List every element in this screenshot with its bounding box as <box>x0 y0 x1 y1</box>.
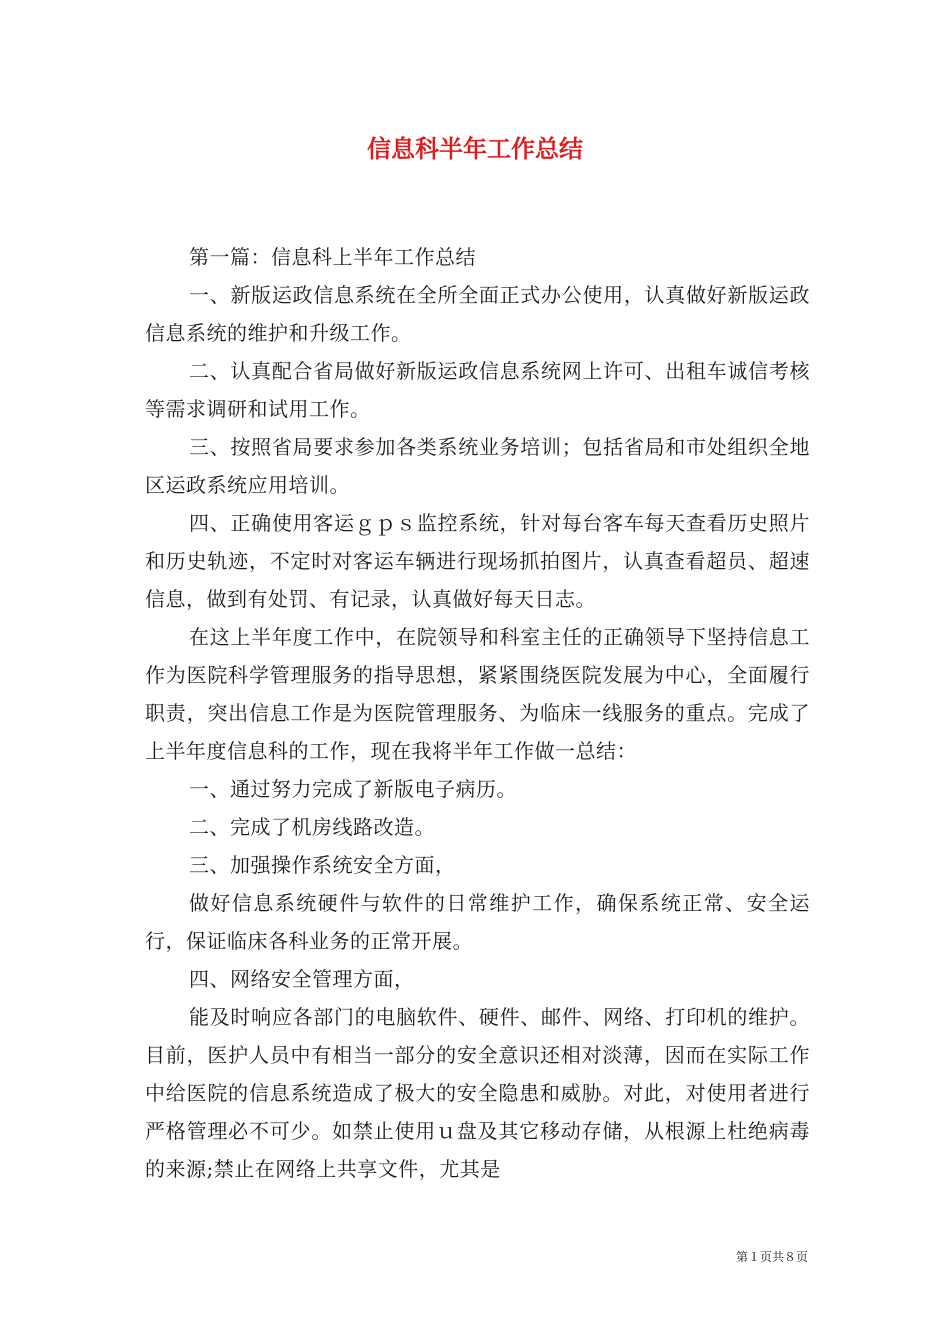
paragraph: 二、完成了机房线路改造。 <box>189 815 435 839</box>
paragraph: 四、网络安全管理方面， <box>189 967 415 991</box>
paragraph: 做好信息系统硬件与软件的日常维护工作，确保系统正常、安全运行，保证临床各科业务的正常开展。 <box>145 891 810 953</box>
paragraph: 三、加强操作系统安全方面， <box>189 853 456 877</box>
paragraph: 三、按照省局要求参加各类系统业务培训；包括省局和市处组织全地区运政系统应用培训。 <box>145 435 810 497</box>
document-title: 信息科半年工作总结 <box>367 135 583 163</box>
paragraph: 一、通过努力完成了新版电子病历。 <box>189 777 517 801</box>
paragraph: 在这上半年度工作中，在院领导和科室主任的正确领导下坚持信息工作为医院科学管理服务的指导思想，紧紧围绕医院发展为中心，全面履行职责，突出信息工作是为医院管理服务、为临床一线服务的重点。完成了上半年度信息科的工作，现在我将半年工作做一总结： <box>145 625 810 763</box>
paragraph: 四、正确使用客运ｇｐｓ监控系统，针对每台客车每天查看历史照片和历史轨迹，不定时对客运车辆进行现场抓拍图片，认真查看超员、超速信息，做到有处罚、有记录，认真做好每天日志。 <box>145 511 810 611</box>
section-heading: 第一篇：信息科上半年工作总结 <box>189 245 476 269</box>
paragraph: 能及时响应各部门的电脑软件、硬件、邮件、网络、打印机的维护。目前，医护人员中有相当一部分的安全意识还相对淡薄，因而在实际工作中给医院的信息系统造成了极大的安全隐患和威胁。对此，对使用者进行严格管理必不可少。如禁止使用ｕ盘及其它移动存储，从根源上杜绝病毒的来源;禁止在网络上共享文件，尤其是 <box>145 1005 810 1181</box>
paragraph: 一、新版运政信息系统在全所全面正式办公使用，认真做好新版运政信息系统的维护和升级工作。 <box>145 283 810 345</box>
document-body <box>145 238 810 1188</box>
page-number: 第１页共８页 <box>735 1250 808 1264</box>
paragraph: 二、认真配合省局做好新版运政信息系统网上许可、出租车诚信考核等需求调研和试用工作。 <box>145 359 810 421</box>
